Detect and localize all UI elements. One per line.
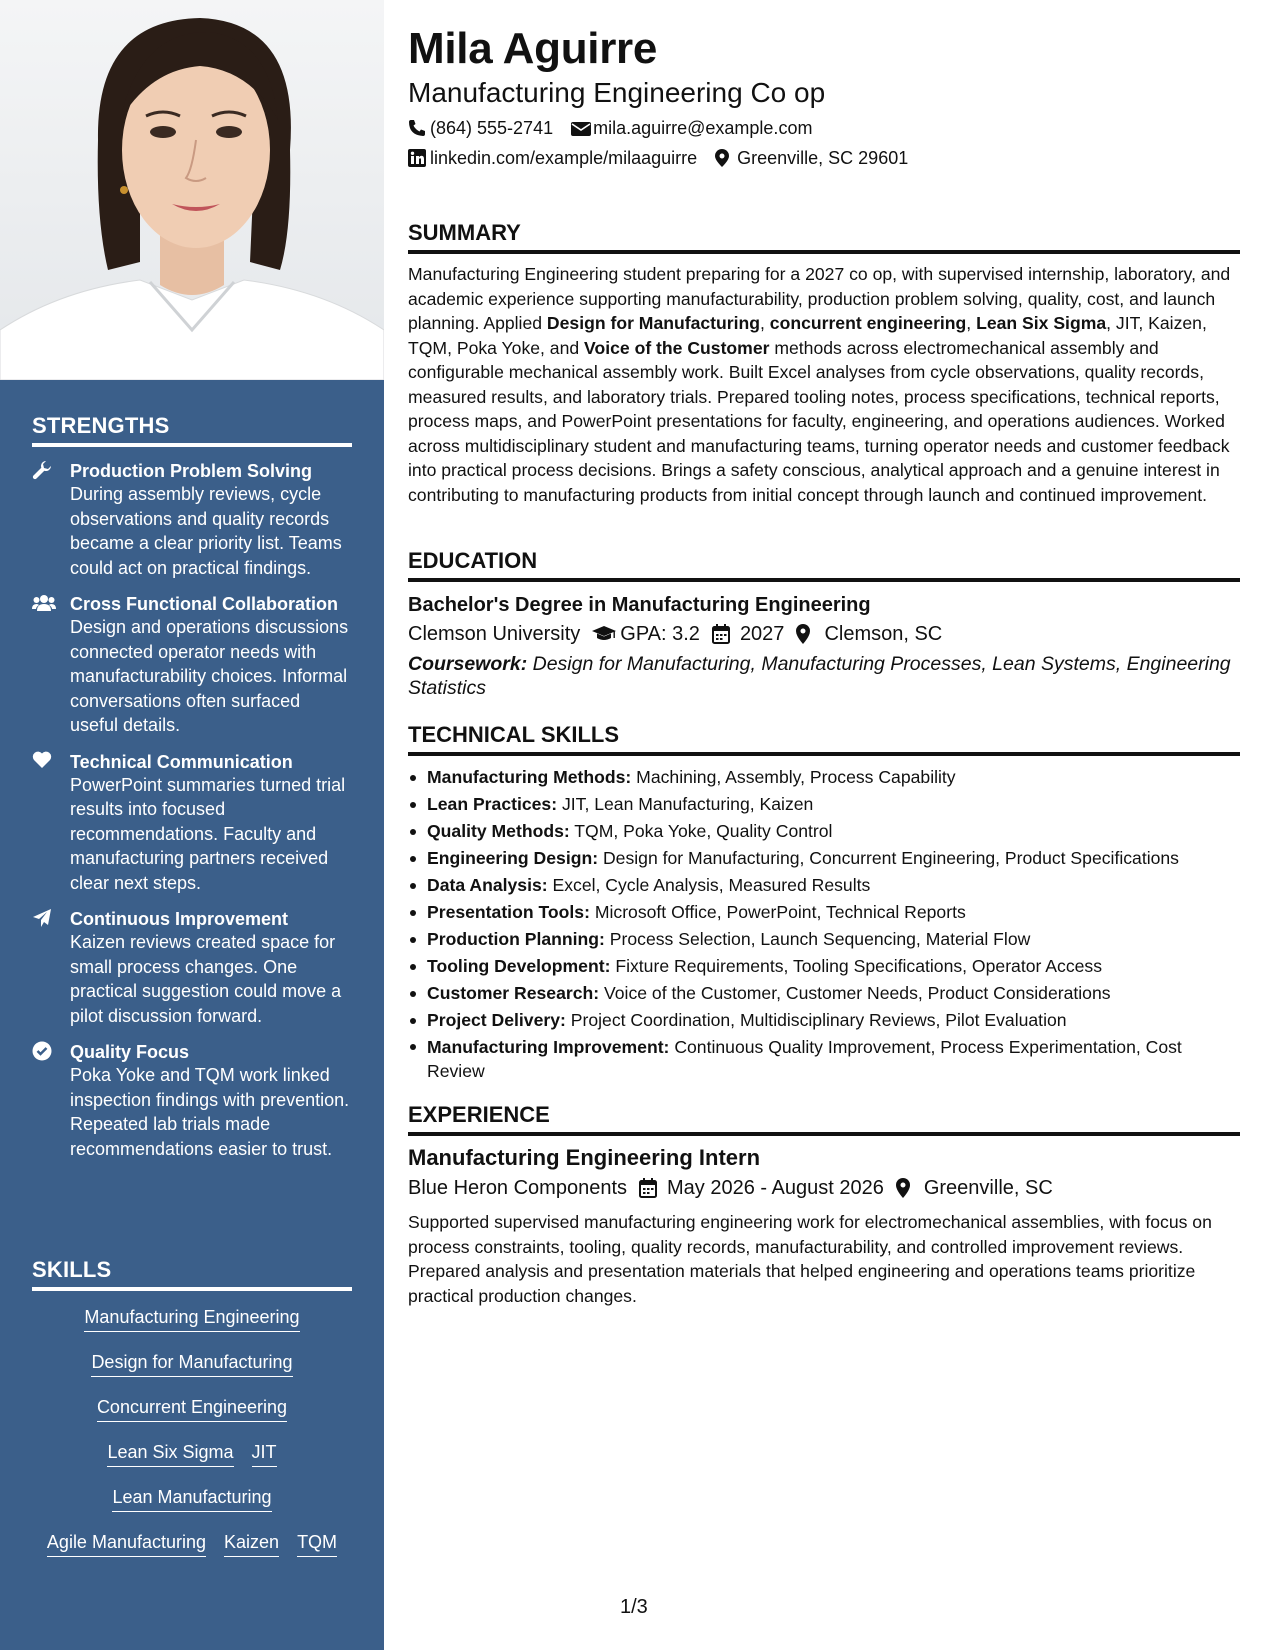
list-item [408, 953, 1240, 980]
coursework-label: Coursework: [408, 653, 528, 675]
coursework [408, 652, 1240, 700]
job-location: Greenville, SC [923, 1177, 1053, 1199]
skill-value: Microsoft Office, PowerPoint, Technical Reports [594, 902, 966, 922]
skill-value: TQM, Poka Yoke, Quality Control [574, 821, 833, 841]
graduation-year: 2027 [739, 623, 785, 645]
list-item [408, 899, 1240, 926]
employment-dates: May 2026 - August 2026 [667, 1177, 884, 1199]
technical-skills-list [408, 764, 1240, 1083]
skill-row [32, 1305, 352, 1350]
calendar-icon [639, 1178, 659, 1198]
contact-email [571, 116, 812, 140]
experience-description: Supported supervised manufacturing engineering work for electromechanical assemblies, with focus on process constraints, tooling, quality records, manufacturability, and controlled improvement reviews. Prepared analysis and presentation materials that helped engineering and operations teams prioritize practical production changes. [408, 1212, 1212, 1306]
summary-heading: SUMMARY [408, 220, 1240, 254]
strength-item [32, 751, 352, 896]
education-section [408, 548, 1240, 700]
skill-value: Voice of the Customer, Customer Needs, Product Considerations [603, 983, 1111, 1003]
strength-item [32, 908, 352, 1028]
map-pin-icon [715, 149, 733, 167]
strength-description: Kaizen reviews created space for small process changes. One practical suggestion could move a pilot discussion forward. [70, 932, 342, 1026]
strength-item [32, 460, 352, 580]
skill-tag: Agile Manufacturing [47, 1530, 206, 1557]
calendar-icon [712, 624, 732, 644]
skill-label: Presentation Tools: [427, 902, 590, 922]
strength-item [32, 593, 352, 738]
skill-value: Fixture Requirements, Tooling Specifications, Operator Access [615, 956, 1102, 976]
education-heading: EDUCATION [408, 548, 1240, 582]
skill-label: Lean Practices: [427, 794, 558, 814]
summary-part: Manufacturing Engineering student preparing for a 2027 co op, with supervised internship, laboratory, and academic experience supporting manufacturability, production problem solving, quality, cost, and launch planning. Applied [408, 264, 1231, 333]
envelope-icon [571, 119, 589, 137]
main-content [408, 22, 1240, 1306]
school-item [408, 620, 580, 648]
strengths-heading: STRENGTHS [32, 413, 352, 447]
skill-row [32, 1440, 352, 1485]
list-item [408, 1007, 1240, 1034]
skill-row [32, 1350, 352, 1395]
strength-description: PowerPoint summaries turned trial results into focused recommendations. Faculty and manufacturing partners received clear next steps. [70, 774, 346, 893]
gpa-text: GPA: 3.2 [620, 623, 700, 645]
experience-heading: EXPERIENCE [408, 1102, 1240, 1136]
skill-value: Project Coordination, Multidisciplinary Reviews, Pilot Evaluation [570, 1010, 1067, 1030]
skill-label: Manufacturing Methods: [427, 767, 632, 787]
skill-row [32, 1530, 352, 1575]
skill-label: Customer Research: [427, 983, 600, 1003]
skill-row [32, 1485, 352, 1530]
candidate-name: Mila Aguirre [408, 24, 658, 73]
skill-value: Design for Manufacturing, Concurrent Engineering, Product Specifications [602, 848, 1179, 868]
summary-part: , JIT, Kaizen, TQM, Poka Yoke, and [408, 313, 1207, 358]
coursework-list: Design for Manufacturing, Manufacturing Processes, Lean Systems, Engineering Statistics [408, 653, 1231, 699]
skill-label: Quality Methods: [427, 821, 570, 841]
strength-title: Cross Functional Collaboration [70, 594, 339, 614]
summary-text [408, 262, 1240, 507]
list-item [408, 818, 1240, 845]
contact-linkedin [408, 146, 697, 170]
contact-row [408, 146, 1240, 170]
map-pin-icon [796, 624, 816, 644]
list-item [408, 791, 1240, 818]
gpa-item [592, 620, 700, 648]
heart-icon [32, 751, 54, 773]
list-item [408, 872, 1240, 899]
job-position: Manufacturing Engineering Intern [408, 1145, 761, 1170]
exp-location-item [896, 1174, 1053, 1202]
skill-label: Engineering Design: [427, 848, 599, 868]
skill-value: Process Selection, Launch Sequencing, Material Flow [609, 929, 1031, 949]
skill-value: Excel, Cycle Analysis, Measured Results [552, 875, 871, 895]
technical-skills-heading: TECHNICAL SKILLS [408, 722, 1240, 756]
summary-keyword: concurrent engineering [769, 313, 967, 333]
skill-value: Continuous Quality Improvement, Process Experimentation, Cost Review [427, 1037, 1182, 1081]
skill-row [32, 1395, 352, 1440]
skill-label: Manufacturing Improvement: [427, 1037, 670, 1057]
strengths-section [32, 413, 352, 1161]
skill-tag: Manufacturing Engineering [84, 1305, 299, 1332]
summary-keyword: Lean Six Sigma [976, 313, 1107, 333]
strength-item [32, 1041, 352, 1161]
skills-heading: SKILLS [32, 1257, 352, 1291]
skill-tag: Lean Six Sigma [107, 1440, 233, 1467]
strength-description: During assembly reviews, cycle observations and quality records became a clear priority list. Teams could act on practical findings. [70, 484, 342, 578]
skill-label: Project Delivery: [427, 1010, 566, 1030]
skill-label: Data Analysis: [427, 875, 548, 895]
experience-meta [408, 1174, 1240, 1202]
phone-number[interactable]: (864) 555-2741 [430, 118, 554, 138]
list-item [408, 926, 1240, 953]
school-name: Clemson University [408, 623, 581, 645]
skill-tag: Kaizen [224, 1530, 279, 1557]
experience-section [408, 1102, 1240, 1308]
phone-icon [408, 119, 426, 137]
email-link[interactable]: mila.aguirre@example.com [593, 118, 813, 138]
wrench-icon [32, 460, 54, 482]
skill-value: JIT, Lean Manufacturing, Kaizen [561, 794, 814, 814]
strength-description: Poka Yoke and TQM work linked inspection findings with prevention. Repeated lab trials made recommendations easier to trust. [70, 1065, 350, 1159]
education-meta [408, 620, 1240, 648]
list-item [408, 845, 1240, 872]
skill-label: Tooling Development: [427, 956, 611, 976]
strength-description: Design and operations discussions connected operator needs with manufacturability choices. Informal conversations often surfaced useful details. [70, 617, 349, 735]
strength-title: Production Problem Solving [70, 461, 313, 481]
skill-value: Machining, Assembly, Process Capability [636, 767, 956, 787]
strength-title: Continuous Improvement [70, 909, 289, 929]
summary-part: , [760, 313, 770, 333]
skill-tag: TQM [297, 1530, 337, 1557]
skill-tag: Design for Manufacturing [91, 1350, 292, 1377]
sidebar [0, 0, 384, 1650]
summary-part: , [966, 313, 977, 333]
page-number: 1/3 [620, 1596, 648, 1618]
contact-location [715, 146, 908, 170]
skills-section [32, 1257, 352, 1575]
map-pin-icon [896, 1178, 916, 1198]
skill-tag: Concurrent Engineering [97, 1395, 287, 1422]
profile-photo [0, 0, 384, 380]
edu-location-item [796, 620, 942, 648]
technical-skills-section [408, 722, 1240, 1083]
location-text: Greenville, SC 29601 [737, 148, 909, 168]
skill-tag: Lean Manufacturing [112, 1485, 271, 1512]
job-title: Manufacturing Engineering Co op [408, 77, 826, 108]
paper-plane-icon [32, 908, 54, 930]
dates-item [639, 1174, 884, 1202]
list-item [408, 764, 1240, 791]
summary-section [408, 220, 1240, 507]
skill-tag: JIT [252, 1440, 277, 1467]
list-item [408, 1034, 1240, 1083]
check-circle-icon [32, 1041, 54, 1063]
users-icon [32, 593, 54, 615]
strength-title: Quality Focus [70, 1042, 190, 1062]
graduation-cap-icon [592, 624, 612, 644]
school-location: Clemson, SC [824, 623, 943, 645]
summary-part: methods across electromechanical assembly and configurable mechanical assembly work. Built Excel analyses from cycle observations, quality records, measured results, and laboratory trials. Prepared tooling notes, process specifications, technical reports, process maps, and PowerPoint presentations for faculty, engineering, and operations audiences. Worked across multidisciplinary student and manufacturing teams, turning operator needs and customer feedback into practical process decisions. Brings a safety conscious, analytical approach and a genuine interest in contributing to manufacturing products from initial concept through launch and continued improvement. [408, 337, 1230, 505]
summary-keyword: Design for Manufacturing [546, 313, 761, 333]
summary-keyword: Voice of the Customer [584, 337, 770, 358]
linkedin-icon [408, 149, 426, 167]
year-item [712, 620, 785, 648]
company-name: Blue Heron Components [408, 1177, 628, 1199]
skill-label: Production Planning: [427, 929, 605, 949]
list-item [408, 980, 1240, 1007]
linkedin-link[interactable]: linkedin.com/example/milaaguirre [430, 148, 698, 168]
contact-row [408, 116, 1240, 140]
strength-title: Technical Communication [70, 751, 293, 772]
contact-phone [408, 116, 553, 140]
degree-title: Bachelor's Degree in Manufacturing Engineering [408, 594, 871, 616]
